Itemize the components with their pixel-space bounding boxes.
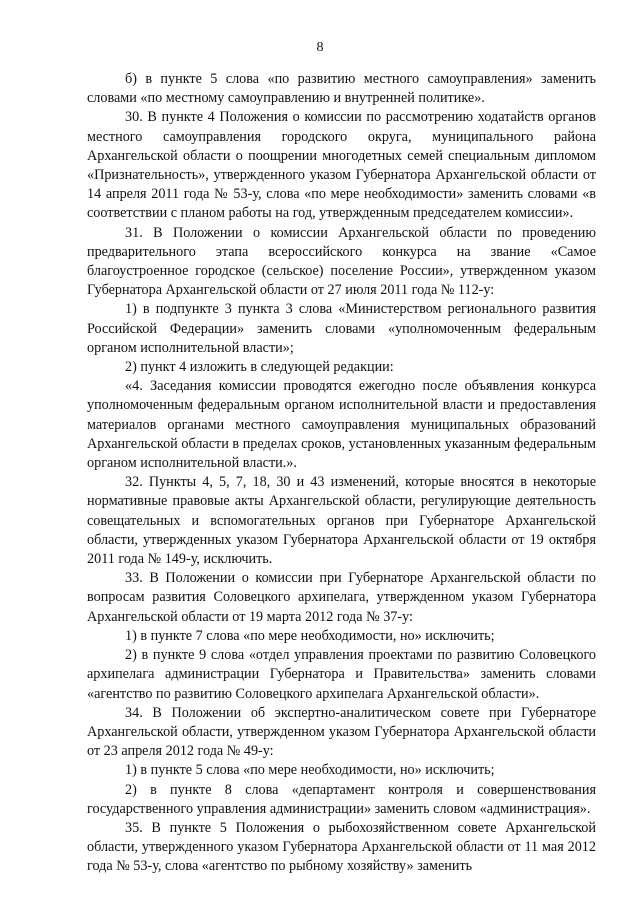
paragraph-item-35: 35. В пункте 5 Положения о рыбохозяйственном совете Архангельской области, утвержденного указом Губернатора Архангельской области от 11 мая 2012 года № 53-у, слова «агентство по рыбному хозяйству» заменить <box>87 819 596 875</box>
paragraph: 1) в пункте 7 слова «по мере необходимости, но» исключить; <box>125 627 495 644</box>
paragraph-item-30: 30. В пункте 4 Положения о комиссии по рассмотрению ходатайств органов местного самоуправления городского округа, муниципального района Архангельской области о поощрении многодетных семей специальным дипломом «Признательность», утвержденного указом Губернатора Архангельской области от 14 апреля 2011 года № 53-у, слова «по мере необходимости» заменить словами «в соответствии с планом работы на год, утвержденным председателем комиссии». <box>87 109 596 222</box>
paragraph-item-31: 31. В Положении о комиссии Архангельской области по проведению предварительного этапа всероссийского конкурса на звание «Самое благоустроенное городское (сельское) поселение России», утвержденном указом Губернатора Архангельской области от 27 июля 2011 года № 112-у: <box>87 224 596 299</box>
paragraph: 2) в пункте 8 слова «департамент контроля и совершенствования государственного управления администрации» заменить словом «администрация». <box>87 781 596 817</box>
paragraph: 2) в пункте 9 слова «отдел управления проектами по развитию Соловецкого архипелага администрации Губернатора и Правительства» заменить словами «агентство по развитию Соловецкого архипелага Архангельской области». <box>87 647 596 702</box>
document-body <box>87 70 596 877</box>
paragraph: б) в пункте 5 слова «по развитию местного самоуправления» заменить словами «по местному самоуправлению и внутренней политике». <box>87 71 596 107</box>
paragraph-item-33: 33. В Положении о комиссии при Губернаторе Архангельской области по вопросам развития Соловецкого архипелага, утвержденном указом Губернатора Архангельской области от 19 марта 2012 года № 37-у: <box>87 570 596 625</box>
paragraph: 1) в пункте 5 слова «по мере необходимости, но» исключить; <box>125 762 495 779</box>
paragraph-item-34: 34. В Положении об экспертно-аналитическом совете при Губернаторе Архангельской области, утвержденном указом Губернатора Архангельской области от 23 апреля 2012 года № 49-у: <box>87 704 596 760</box>
paragraph: «4. Заседания комиссии проводятся ежегодно после объявления конкурса уполномоченным федеральным органом исполнительной власти и предоставления материалов органами местного самоуправления муниципальных образований Архангельской области в пределах сроков, установленных указанным федеральным органом исполнительной власти.». <box>87 378 596 472</box>
page-number: 8 <box>316 40 324 55</box>
paragraph: 2) пункт 4 изложить в следующей редакции: <box>125 359 394 376</box>
paragraph-item-32: 32. Пункты 4, 5, 7, 18, 30 и 43 изменений, которые вносятся в некоторые нормативные правовые акты Архангельской области, регулирующие деятельность совещательных и вспомогательных органов при Губернаторе Архангельской области, утвержденных указом Губернатора Архангельской области от 19 октября 2011 года № 149-у, исключить. <box>87 474 596 568</box>
paragraph: 1) в подпункте 3 пункта 3 слова «Министерством регионального развития Российской Федерации» заменить словами «уполномоченным федеральным органом исполнительной власти»; <box>87 301 596 356</box>
